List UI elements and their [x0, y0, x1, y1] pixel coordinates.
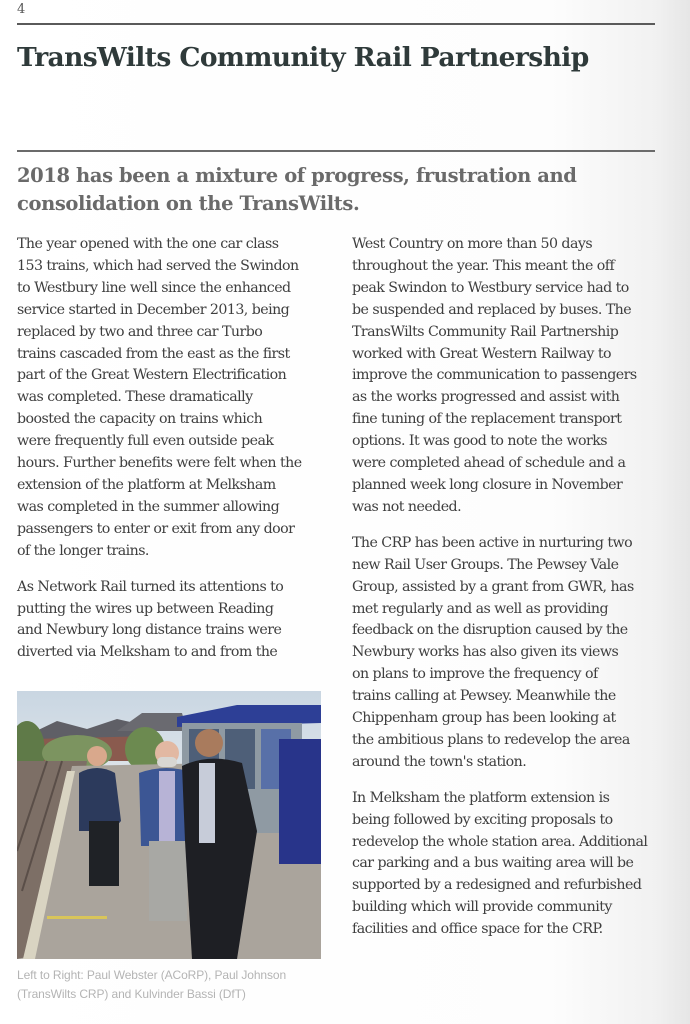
person-3-shirt	[199, 763, 215, 843]
text-line: building which will provide community	[352, 899, 612, 916]
text-line: to Westbury line well since the enhanced	[17, 279, 291, 296]
text-line: around the town's station.	[352, 753, 527, 770]
text-line: were completed ahead of schedule and a	[352, 455, 626, 472]
text-line: planned week long closure in November	[352, 476, 623, 493]
paragraph-3	[352, 234, 662, 519]
text-line: on plans to improve the frequency of	[352, 666, 598, 683]
text-line: In Melksham the platform extension is	[352, 789, 610, 806]
text-line: diverted via Melksham to and from the	[17, 644, 278, 661]
text-line: passengers to enter or exit from any door	[17, 520, 295, 537]
text-line: Chippenham group has been looking at	[352, 710, 616, 727]
paragraph-1	[17, 234, 327, 563]
top-divider	[17, 23, 655, 25]
station-photo	[17, 691, 321, 959]
text-line: met regularly and as well as providing	[352, 600, 609, 617]
person-2-beard	[157, 757, 177, 767]
text-line: As Network Rail turned its attentions to	[17, 578, 284, 595]
text-line: improve the communication to passengers	[352, 367, 637, 384]
caption-line: Left to Right: Paul Webster (ACoRP), Paul Johnson	[17, 968, 287, 982]
text-line: worked with Great Western Railway to	[352, 345, 612, 362]
right-column	[352, 234, 662, 955]
section-divider	[17, 150, 655, 152]
text-line: part of the Great Western Electrification	[17, 367, 287, 384]
text-line: feedback on the disruption caused by the	[352, 622, 628, 639]
text-line: TransWilts Community Rail Partnership	[352, 323, 619, 340]
text-line: West Country on more than 50 days	[352, 236, 593, 252]
text-line: as the works progressed and assist with	[352, 389, 620, 406]
person-1-trousers	[89, 821, 119, 886]
text-line: Newbury works has also given its views	[352, 644, 619, 661]
text-line: the ambitious plans to redevelop the area	[352, 731, 630, 748]
text-line: boosted the capacity on trains which	[17, 411, 263, 428]
text-line: The year opened with the one car class	[17, 236, 279, 252]
text-line: was completed in the summer allowing	[17, 498, 280, 515]
text-line: The CRP has been active in nurturing two	[352, 534, 633, 551]
subheading-line: consolidation on the TransWilts.	[17, 192, 360, 215]
text-line: 153 trains, which had served the Swindon	[17, 257, 299, 274]
text-line: options. It was good to note the works	[352, 433, 608, 450]
text-line: being followed by exciting proposals to	[352, 811, 613, 828]
page-number: 4	[17, 2, 26, 17]
subheading-line: 2018 has been a mixture of progress, frustration and	[17, 164, 577, 187]
page-title: TransWilts Community Rail Partnership	[17, 42, 589, 73]
text-line: new Rail User Groups. The Pewsey Vale	[352, 556, 619, 573]
paragraph-2	[17, 577, 327, 665]
platform-marking	[47, 916, 107, 919]
text-line: trains cascaded from the east as the first	[17, 345, 290, 362]
caption-line: (TransWilts CRP) and Kulvinder Bassi (DfT)	[17, 987, 246, 1001]
text-line: throughout the year. This meant the off	[352, 257, 615, 274]
photo-caption	[17, 966, 347, 1004]
paragraph-4	[352, 533, 662, 774]
person-2-shirt	[159, 771, 175, 841]
text-line: of the longer trains.	[17, 542, 149, 559]
person-3-head	[195, 729, 223, 757]
text-line: fine tuning of the replacement transport	[352, 411, 622, 428]
blue-panel	[279, 739, 321, 864]
text-line: peak Swindon to Westbury service had to	[352, 279, 629, 296]
text-line: car parking and a bus waiting area will be	[352, 855, 634, 872]
text-line: hours. Further benefits were felt when the	[17, 455, 302, 472]
text-line: be suspended and replaced by buses. The	[352, 301, 632, 318]
text-line: was completed. These dramatically	[17, 389, 253, 406]
left-column	[17, 234, 327, 678]
subheading	[17, 162, 637, 218]
person-1-head	[87, 746, 107, 766]
text-line: trains calling at Pewsey. Meanwhile the	[352, 688, 616, 705]
text-line: and Newbury long distance trains were	[17, 622, 282, 639]
text-line: was not needed.	[352, 498, 462, 515]
text-line: redevelop the whole station area. Additional	[352, 833, 648, 850]
text-line: Group, assisted by a grant from GWR, has	[352, 578, 634, 595]
text-line: supported by a redesigned and refurbished	[352, 877, 642, 894]
text-line: putting the wires up between Reading	[17, 600, 274, 617]
person-2-trousers	[149, 841, 187, 921]
text-line: replaced by two and three car Turbo	[17, 323, 263, 340]
station-photo-illustration	[17, 691, 321, 959]
text-line: facilities and office space for the CRP.	[352, 921, 603, 938]
paragraph-5	[352, 788, 662, 941]
text-line: extension of the platform at Melksham	[17, 476, 276, 493]
text-line: service started in December 2013, being	[17, 301, 290, 318]
text-line: were frequently full even outside peak	[17, 433, 274, 450]
